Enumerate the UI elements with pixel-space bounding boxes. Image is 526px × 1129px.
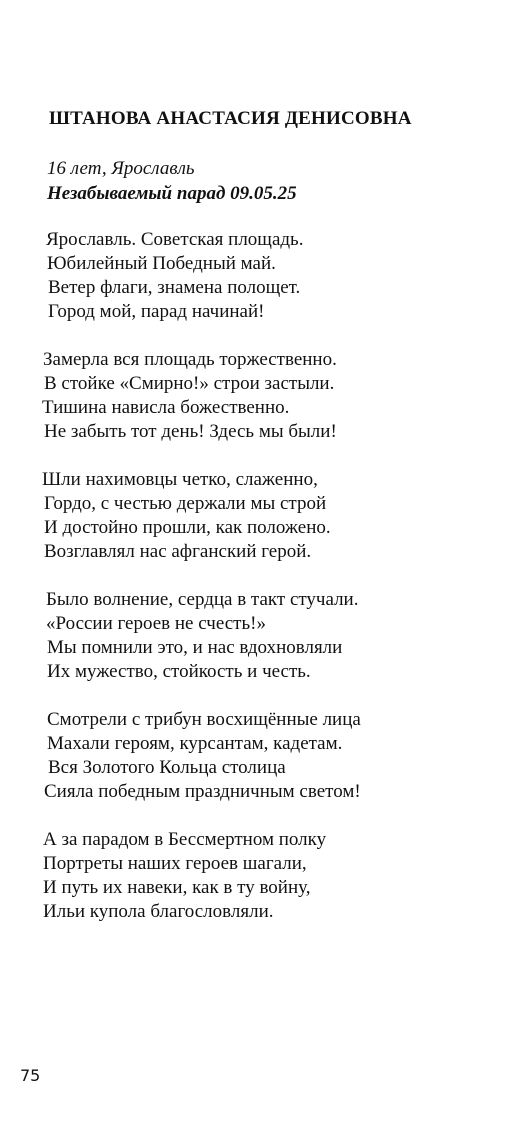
author-age-city: 16 лет, Ярославль [47,158,195,179]
poem-line: Город мой, парад начинай! [48,301,265,322]
stanza [42,588,361,684]
stanza [42,468,361,564]
poem-meta [47,156,297,206]
poem-title: Незабываемый парад 09.05.25 [47,183,297,204]
poem-line: Портреты наших героев шагали, [43,853,307,874]
stanza [42,348,361,444]
poem-line: А за парадом в Бессмертном полку [43,829,327,850]
poem-body [42,228,361,948]
poem-line: Гордо, с честью держали мы строй [44,493,327,514]
page-number: 75 [20,1066,41,1085]
poem-line: Махали героям, курсантам, кадетам. [47,733,343,754]
poem-line: Возглавлял нас афганский герой. [44,541,312,562]
poem-line: В стойке «Смирно!» строи застыли. [44,373,335,394]
poem-line: Было волнение, сердца в такт стучали. [46,589,359,610]
poem-line: Вся Золотого Кольца столица [48,757,286,778]
author-name: ШТАНОВА АНАСТАСИЯ ДЕНИСОВНА [49,108,412,129]
poem-line: Тишина нависла божественно. [42,397,290,418]
stanza [42,708,361,804]
poem-line: И достойно прошли, как положено. [44,517,331,538]
poem-line: Ветер флаги, знамена полощет. [48,277,301,298]
poem-line: Ильи купола благословляли. [43,901,274,922]
poem-line: Их мужество, стойкость и честь. [47,661,311,682]
stanza [42,828,361,924]
poem-line: «России героев не счесть!» [46,613,266,634]
poem-line: Смотрели с трибун восхищённые лица [47,709,361,730]
poem-line: Шли нахимовцы четко, слаженно, [42,469,318,490]
poem-line: И путь их навеки, как в ту войну, [43,877,311,898]
poem-line: Не забыть тот день! Здесь мы были! [44,421,337,442]
poem-line: Мы помнили это, и нас вдохновляли [47,637,343,658]
poem-line: Ярославль. Советская площадь. [46,229,304,250]
poem-line: Замерла вся площадь торжественно. [43,349,337,370]
stanza [42,228,361,324]
poem-line: Сияла победным праздничным светом! [44,781,361,802]
poem-line: Юбилейный Победный май. [47,253,276,274]
